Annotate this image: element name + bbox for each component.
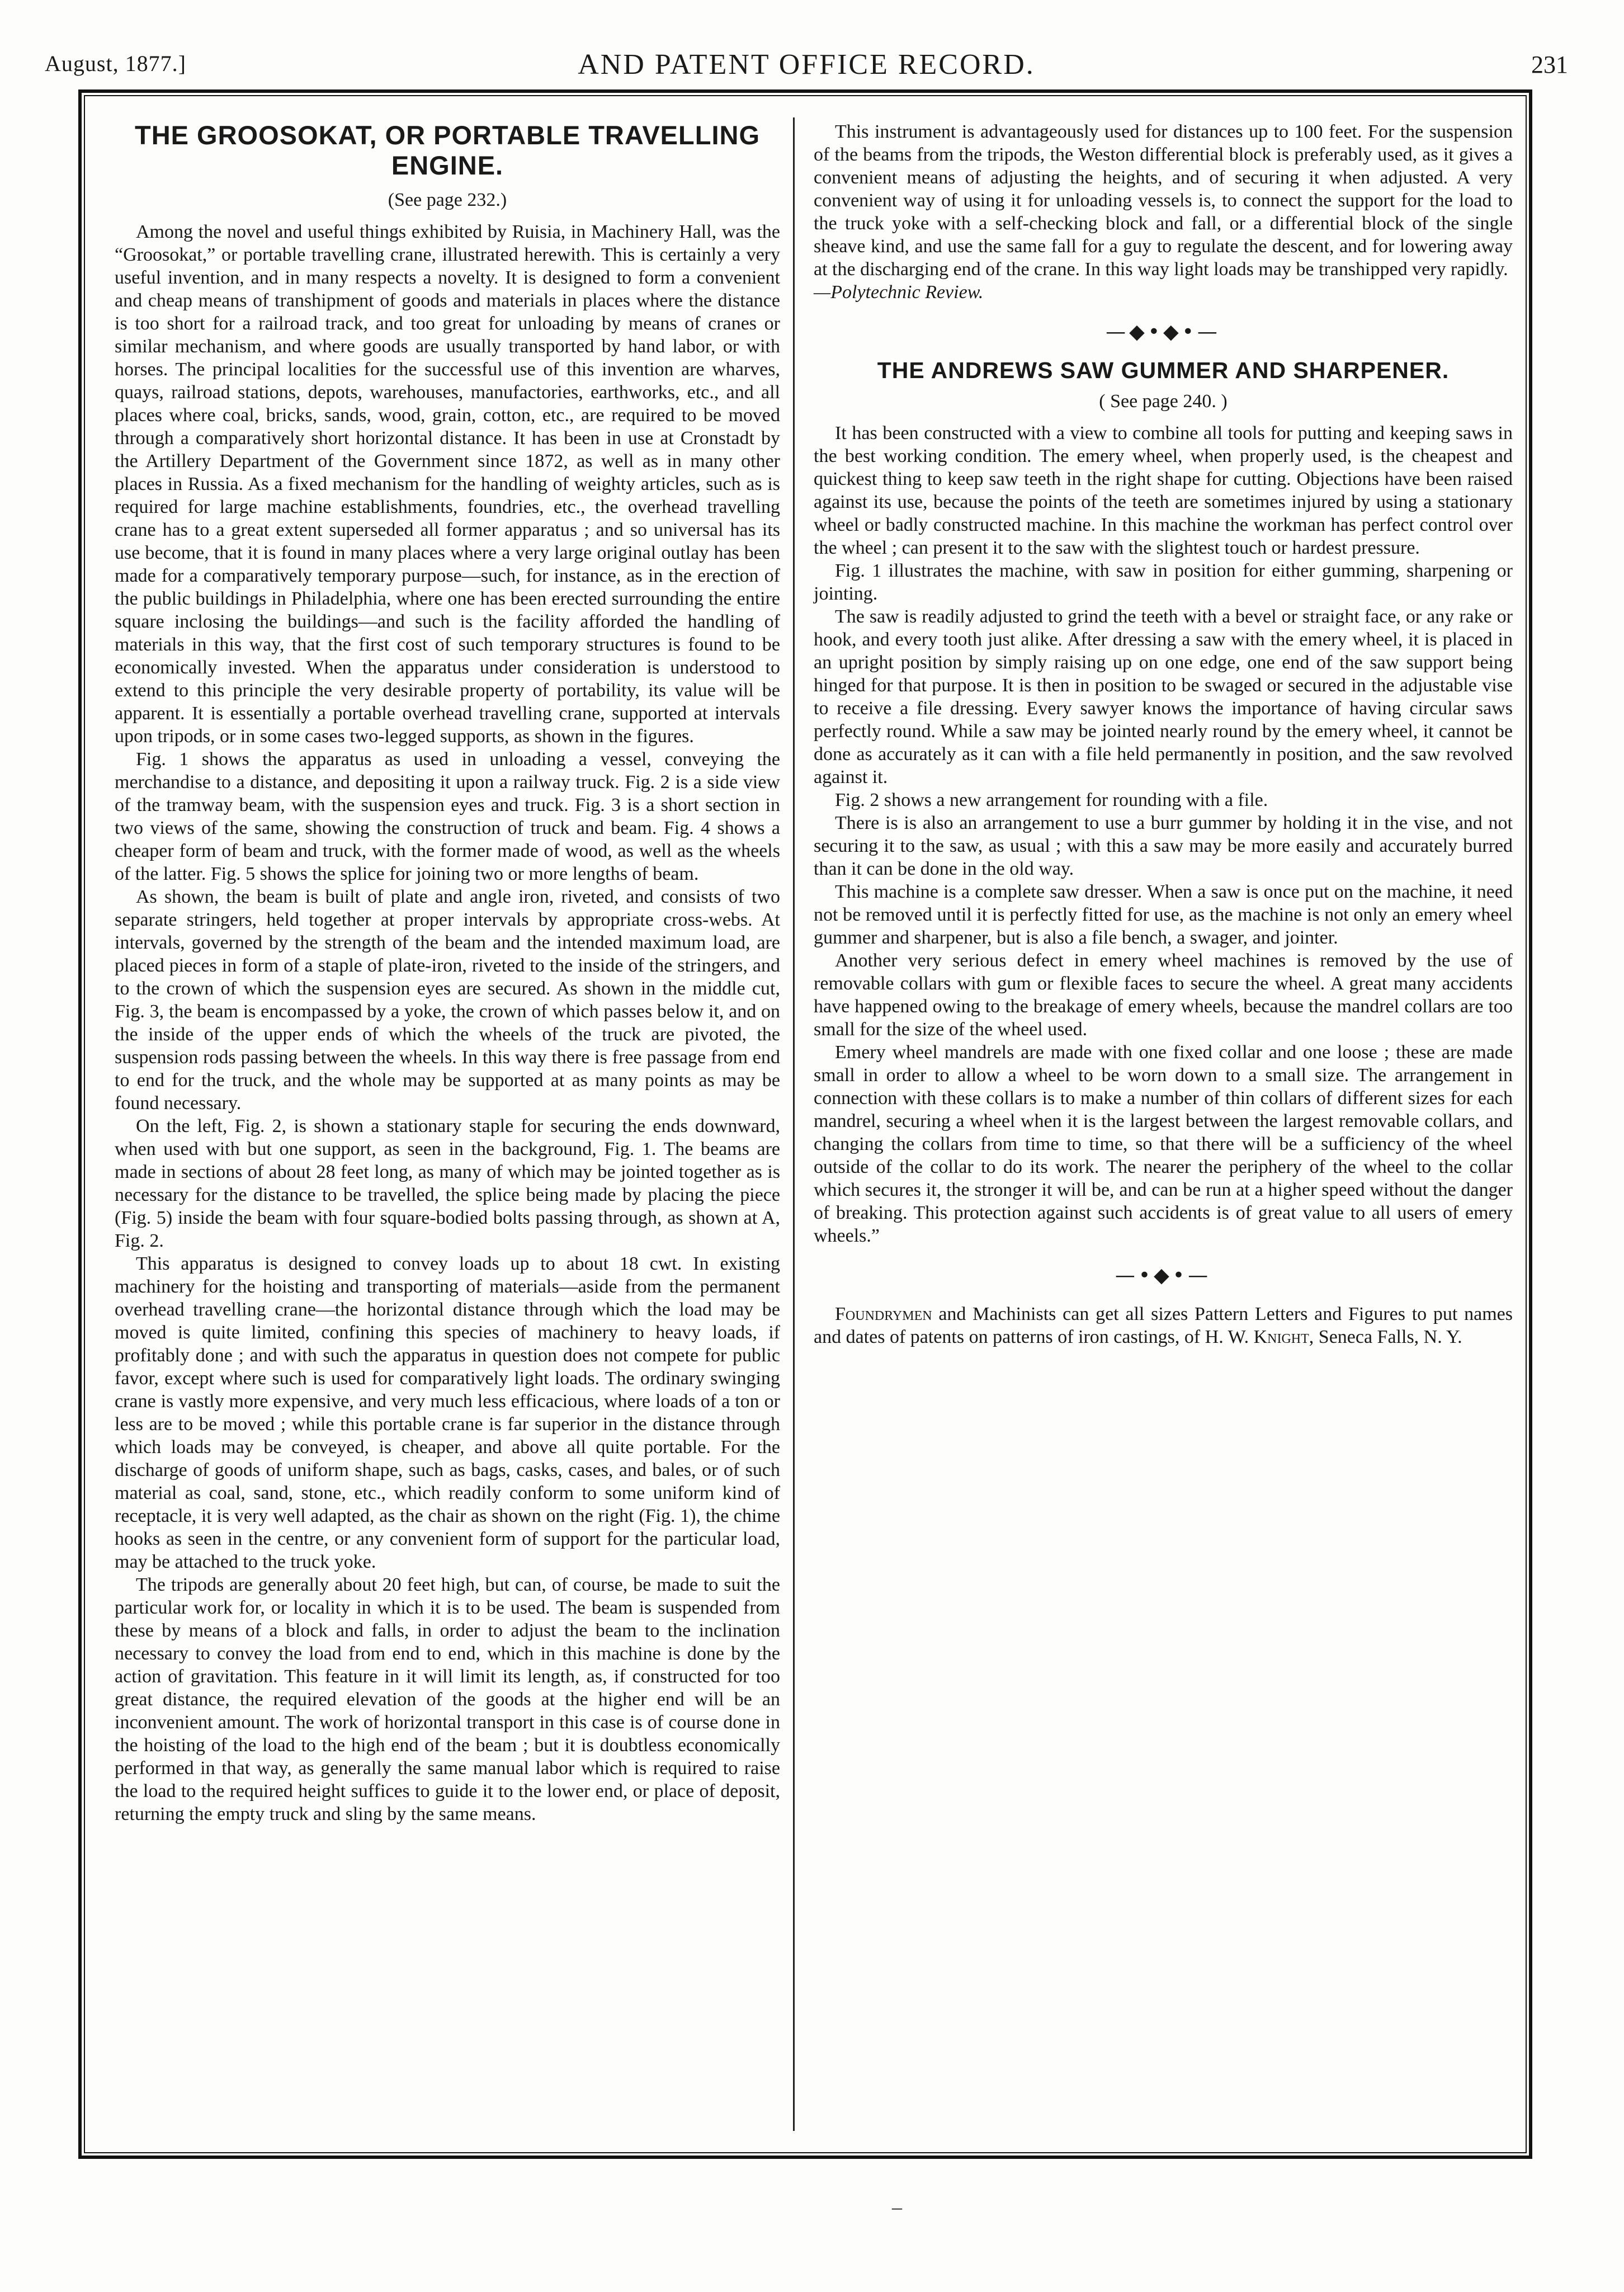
paragraph: Emery wheel mandrels are made with one fixed collar and one loose ; these are made small in order to allow a wheel to be worn down to a small size. The arrangement in connection with these collars is to make a number of thin collars of different sizes for each mandrel, securing a wheel when it is the largest between the largest removable collars, and changing the collars from time to time, so that there will be a sufficiency of the wheel outside of the collar to do its work. The nearer the periphery of the wheel to the collar which secures it, the stronger it will be, and can be run at a higher speed without the danger of breaking. This protection against such accidents is of great value to all users of emery wheels.” [814,1042,1513,1246]
paragraph: On the left, Fig. 2, is shown a stationary staple for securing the ends downward, when used with but one support, as seen in the background, Fig. 1. The beams are made in sections of about 28 feet long, as many of which may be jointed together as is necessary for the distance to be travelled, the splice being made by placing the piece (Fig. 5) inside the beam with four square-bodied bolts passing through, as shown at A, Fig. 2. [115,1116,780,1251]
paragraph: This apparatus is designed to convey loads up to about 18 cwt. In existing machinery for the hoisting and transporting of materials—aside from the permanent overhead travelling crane—the horizontal distance through which the load may be moved is quite limited, confining this species of machinery to heavy loads, if profitably done ; and with such the apparatus in question does not compete for public favor, except where such is used for comparatively light loads. The ordinary swinging crane is vastly more expensive, and very much less efficacious, where loads of a ton or less are to be moved ; while this portable crane is far superior in the distance through which loads may be conveyed, is cheaper, and above all quite portable. For the discharge of goods of uniform shape, such as bags, casks, cases, and bales, or of such material as coal, sand, stone, etc., which readily conform to some uniform kind of receptacle, it is very well adapted, as the chair as shown on the right (Fig. 1), the chime hooks as seen in the centre, or any convenient form of support for the particular load, may be attached to the truck yoke. [115,1253,780,1572]
paragraph: This instrument is advantageously used for distances up to 100 feet. For the suspension of the beams from the tripods, the Weston differential block is preferably used, as it gives a convenient means of adjusting the heights, and of securing it when adjusted. A very convenient way of using it for unloading vessels is, to connect the support for the load to the truck yoke with a self-checking block and fall, or a differential block of the single sheave kind, and use the same fall for a guy to regulate the descent, and for lowering away at the discharging end of the crane. In this way light loads may be transhipped very rapidly. [814,121,1513,280]
see-page-ref: ( See page 240. ) [1099,391,1228,412]
column-rule [793,117,795,2131]
see-page-ref: (See page 232.) [388,190,507,210]
issue-date: August, 1877.] [45,51,186,76]
paragraph: Fig. 1 shows the apparatus as used in unloading a vessel, conveying the merchandise to a distance, and depositing it upon a railway truck. Fig. 2 is a side view of the tramway beam, with the suspension eyes and truck. Fig. 3 is a short section in two views of the same, showing the construction of truck and beam. Fig. 4 shows a cheaper form of beam and truck, with the former made of wood, as well as the wheels of the latter. Fig. 5 shows the splice for joining two or more lengths of beam. [115,749,780,884]
paragraph: Another very serious defect in emery wheel machines is removed by the use of removable collars with gum or flexible faces to secure the wheel. A great many accidents have happened owing to the breakage of emery wheels, because the mandrel collars are too small for the size of the wheel used. [814,950,1513,1040]
notice-name: Knight [1253,1327,1309,1347]
paragraph: Fig. 2 shows a new arrangement for rounding with a file. [835,790,1268,810]
left-column [115,120,780,1826]
right-column [814,120,1513,1348]
article-title-groosokat: THE GROOSOKAT, OR PORTABLE TRAVELLING ENGINE. [135,120,760,180]
notice-text: and Machinists can get all sizes Pattern Letters and Figures to put names and dates of patents on patterns of iron castings, of H. W. [814,1304,1513,1347]
journal-title: AND PATENT OFFICE RECORD. [578,49,1035,81]
paragraph: The tripods are generally about 20 feet high, but can, of course, be made to suit the particular work for, or locality in which it is to be used. The beam is suspended from these by means of a block and falls, in order to adjust the beam to the inclination necessary to convey the load from end to end, which in this machine is done by the action of gravitation. This feature in it will limit its length, as, if constructed for too great distance, the required elevation of the goods at the higher end will be an inconvenient amount. The work of horizontal transport in this case is of course done in the hoisting of the load to the high end of the beam ; but it is doubtless economically performed in that way, as generally the same manual labor which is required to raise the load to the required height suffices to guide it to the lower end, or place of deposit, returning the empty truck and sling by the same means. [115,1574,780,1824]
notice-text-end: , Seneca Falls, N. Y. [1309,1327,1462,1347]
section-ornament: —◆•◆•— [1106,320,1221,343]
bottom-mark: – [892,2196,902,2218]
source-credit: —Polytechnic Review. [814,282,984,303]
paragraph: It has been constructed with a view to combine all tools for putting and keeping saws in the best working condition. The emery wheel, when properly used, is the cheapest and quickest thing to keep saw teeth in the right shape for cutting. Objections have been raised against its use, because the points of the teeth are sometimes injured by using a stationary wheel or badly constructed machine. In this machine the workman has perfect control over the wheel ; can present it to the saw with the slightest touch or hardest pressure. [814,423,1513,558]
article-title-saw-gummer: THE ANDREWS SAW GUMMER AND SHARPENER. [877,357,1450,383]
paragraph: The saw is readily adjusted to grind the teeth with a bevel or straight face, or any rake or hook, and every tooth just alike. After dressing a saw with the emery wheel, it is placed in an upright position by simply raising up on one edge, one end of the saw support being hinged for that purpose. It is then in position to be swaged or secured in the adjustable vise to receive a file dressing. Every sawyer knows the importance of having circular saws perfectly round. While a saw may be jointed nearly round by the emery wheel, it cannot be done as accurately as it can with a file held permanently in position, and the saw revolved against it. [814,606,1513,787]
paragraph: Fig. 1 illustrates the machine, with saw in position for either gumming, sharpening or jointing. [814,560,1513,604]
section-ornament: —•◆•— [1115,1264,1212,1287]
paragraph: Among the novel and useful things exhibited by Ruisia, in Machinery Hall, was the “Groosokat,” or portable travelling crane, illustrated herewith. This is certainly a very useful invention, and in many respects a novelty. It is designed to form a convenient and cheap means of transhipment of goods and materials in places where the distance is too short for a railroad track, and too great for unloading by means of cranes or similar mechanism, and where goods are usually transported by hand labor, or with horses. The principal localities for the successful use of this invention are wharves, quays, railroad stations, depots, warehouses, manufactories, earthworks, etc., and all places where coal, bricks, sands, wood, grain, cotton, etc., are required to be moved through a comparatively short horizontal distance. It has been in use at Cronstadt by the Artillery Department of the Government since 1872, as well as in many other places in Russia. As a fixed mechanism for the handling of weighty articles, such as is required for large machine establishments, foundries, etc., the overhead travelling crane has to a great extent superseded all former apparatus ; and so universal has its use become, that it is found in many places where a very large original outlay has been made for a comparatively temporary purpose—such, for instance, as in the erection of the public buildings in Philadelphia, where one has been erected surrounding the entire square inclosing the buildings—and such is the facility afforded the handling of materials in this way, that the first cost of such temporary structures is found to be economically invested. When the apparatus under consideration is understood to extend to this principle the very desirable property of portability, its value will be apparent. It is essentially a portable overhead travelling crane, supported at intervals upon tripods, or in some cases two-legged supports, as shown in the figures. [115,221,780,747]
advertisement-notice [814,1303,1513,1348]
paragraph: This machine is a complete saw dresser. When a saw is once put on the machine, it need not be removed until it is perfectly fitted for use, as the machine is not only an emery wheel gummer and sharpener, but is also a file bench, a swager, and jointer. [814,881,1513,948]
notice-lead: Foundrymen [835,1304,932,1324]
paragraph: There is is also an arrangement to use a burr gummer by holding it in the vise, and not securing it to the saw, as usual ; with this a saw may be more easily and accurately burred than it can be done in the old way. [814,813,1513,879]
page-number: 231 [1531,51,1568,78]
paragraph: As shown, the beam is built of plate and angle iron, riveted, and consists of two separate stringers, held together at proper intervals by appropriate cross-webs. At intervals, governed by the strength of the beam and the intended maximum load, are placed pieces in form of a staple of plate-iron, riveted to the inside of the stringers, and to the crown of which the suspension eyes are secured. As shown in the middle cut, Fig. 3, the beam is encompassed by a yoke, the crown of which passes below it, and on the inside of the upper ends of which the wheels of the truck are pivoted, the suspension rods passing between the wheels. In this way there is free passage from end to end for the truck, and the whole may be supported at as many points as may be found necessary. [115,886,780,1114]
